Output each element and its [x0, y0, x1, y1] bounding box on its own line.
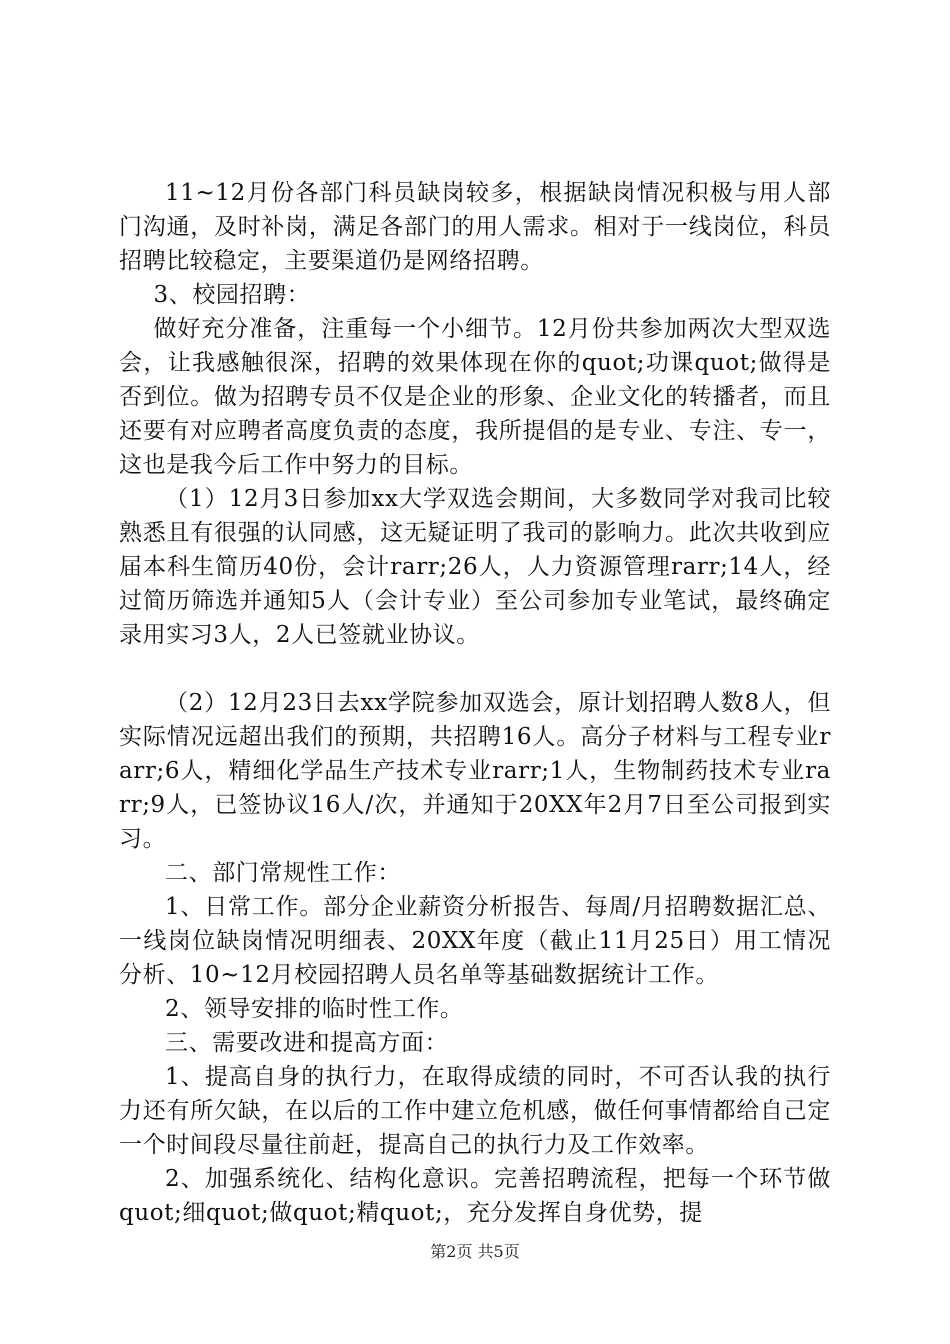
paragraph-11: 2、加强系统化、结构化意识。完善招聘流程，把每一个环节做quot;细quot;做quot;精quot;，充分发挥自身优势，提: [119, 1166, 831, 1226]
paragraph-7: 1、日常工作。部分企业薪资分析报告、每周/月招聘数据汇总、一线岗位缺岗情况明细表、20XX年度（截止11月25日）用工情况分析、10~12月校园招聘人员名单等基础数据统计工作。: [119, 894, 831, 988]
paragraph-8: 2、领导安排的临时性工作。: [165, 996, 464, 1022]
document-body: [119, 176, 831, 1230]
page-footer: 第2页 共5页: [430, 1242, 520, 1261]
paragraph-2-heading: 3、校园招聘：: [153, 282, 311, 308]
blank-line: [119, 652, 831, 686]
paragraph-4: （1）12月3日参加xx大学双选会期间，大多数同学对我司比较熟悉且有很强的认同感，这无疑证明了我司的影响力。此次共收到应届本科生简历40份，会计rarr;26人，人力资源管理rarr;14人，经过简历筛选并通知5人（会计专业）至公司参加专业笔试，最终确定录用实习3人，2人已签就业协议。: [119, 486, 831, 648]
paragraph-10: 1、提高自身的执行力，在取得成绩的同时，不可否认我的执行力还有所欠缺，在以后的工作中建立危机感，做任何事情都给自己定一个时间段尽量往前赶，提高自己的执行力及工作效率。: [119, 1064, 831, 1158]
paragraph-3: 做好充分准备，注重每一个小细节。12月份共参加两次大型双选会，让我感触很深，招聘的效果体现在你的quot;功课quot;做得是否到位。做为招聘专员不仅是企业的形象、企业文化的转播者，而且还要有对应聘者高度负责的态度，我所提倡的是专业、专注、专一，这也是我今后工作中努力的目标。: [119, 316, 831, 478]
paragraph-1: 11~12月份各部门科员缺岗较多，根据缺岗情况积极与用人部门沟通，及时补岗，满足各部门的用人需求。相对于一线岗位，科员招聘比较稳定，主要渠道仍是网络招聘。: [119, 180, 831, 274]
paragraph-5: （2）12月23日去xx学院参加双选会，原计划招聘人数8人，但实际情况远超出我们的预期，共招聘16人。高分子材料与工程专业rarr;6人，精细化学品生产技术专业rarr;1人，生物制药技术专业rarr;9人，已签协议16人/次，并通知于20XX年2月7日至公司报到实习。: [119, 690, 831, 852]
paragraph-9-heading: 三、需要改进和提高方面：: [165, 1030, 449, 1056]
paragraph-6-heading: 二、部门常规性工作：: [165, 860, 401, 886]
